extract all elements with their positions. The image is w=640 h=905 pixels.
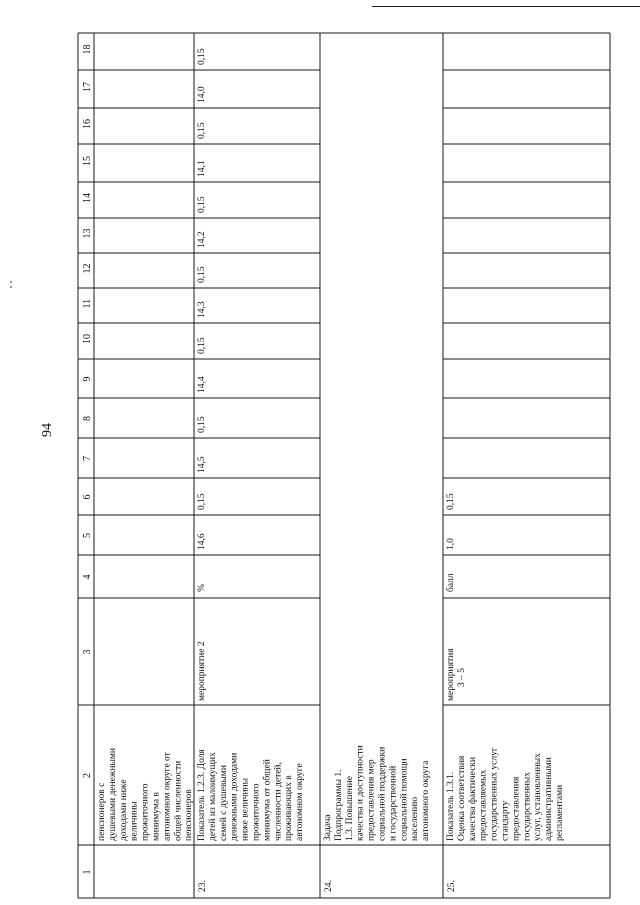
row-value: 0,15 [197, 266, 207, 283]
column-header-12: 12 [82, 263, 93, 274]
row-name-line: душевыми денежными [107, 748, 118, 841]
row-name-line: Показатель 1.3.1. [446, 771, 456, 841]
row-name-line: качества фактически [467, 756, 478, 841]
row-name-line: и государственной [388, 765, 399, 841]
row-value: 14,5 [197, 456, 207, 473]
row-name-line: прожиточного [251, 783, 262, 841]
row-name-line: Оценка соответствия [456, 755, 467, 841]
row-name-line: Задача [323, 814, 333, 841]
row-name-line: денежными доходами [229, 752, 240, 841]
column-header-8: 8 [82, 416, 93, 421]
row-name-line: стандарту [500, 800, 511, 841]
row-name-line: регламентами [555, 784, 565, 841]
row-name-line: минимума в [151, 792, 162, 841]
row-name-line: прожиточного [140, 783, 151, 841]
row-name-line: величины [129, 801, 140, 841]
row-name-line: предоставляемых [478, 769, 489, 841]
column-header-1: 1 [82, 869, 93, 875]
row-name-line: автономном округе от [162, 752, 173, 841]
row-name-line: доходами ниже [118, 779, 129, 841]
row-name-line: предоставления [511, 776, 522, 841]
row-name-line: предоставления мер [366, 759, 377, 841]
column-header-7: 7 [82, 456, 93, 461]
row-name-line: пенсионеров [184, 789, 195, 841]
row-unit: % [197, 584, 207, 592]
column-header-14: 14 [82, 193, 93, 203]
row-value: 0,15 [197, 337, 207, 354]
row-name-line: детей из малоимущих [207, 752, 218, 841]
row-value: 14,6 [197, 533, 207, 550]
column-header-5: 5 [82, 533, 93, 538]
row-value: 0,15 [197, 416, 207, 433]
row-number: 23. [198, 880, 208, 892]
row-event: 3 – 5 [456, 668, 467, 687]
row-name-line: социальной поддержки [377, 746, 388, 841]
row-value: 0,15 [197, 196, 207, 213]
row-value: 14,2 [197, 231, 207, 248]
row-name-line: семей с душевыми [218, 765, 229, 841]
row-name-line: проживающих в [284, 775, 295, 841]
row-name-line: населению [410, 796, 421, 841]
row-unit: балл [446, 573, 456, 592]
column-header-3: 3 [82, 649, 93, 655]
row-value: 0,15 [197, 122, 207, 139]
row-name-line: минимума от общей [262, 759, 273, 841]
row-name-line: пенсионеров с [97, 782, 107, 841]
row-value: 0,15 [197, 48, 207, 65]
column-header-10: 10 [82, 334, 93, 344]
row-number: 24. [324, 880, 334, 892]
row-value: 0,15 [197, 493, 207, 510]
column-header-15: 15 [82, 156, 93, 166]
row-name-line: численности детей, [273, 762, 284, 841]
row-name-line: автономном округе [295, 763, 306, 841]
column-header-6: 6 [82, 494, 93, 500]
column-header-9: 9 [82, 376, 93, 382]
row-value: 14,0 [197, 86, 207, 103]
row-value: 14,3 [197, 301, 207, 318]
row-name-line: услуг, установленных [533, 753, 544, 841]
row-name-line: социальной помощи [399, 758, 410, 841]
row-name-line: государственных услуг [489, 747, 500, 841]
row-value: 0,15 [446, 493, 456, 510]
row-name-line: государственных [522, 771, 533, 841]
row-value: 14,1 [197, 160, 207, 177]
column-header-4: 4 [82, 574, 93, 580]
row-name-line: качества и доступности [355, 745, 366, 841]
page-number: 94 [40, 423, 55, 437]
row-value: 14,4 [197, 376, 207, 393]
column-header-2: 2 [82, 773, 93, 778]
row-number: 25. [447, 880, 457, 892]
column-header-18: 18 [82, 44, 93, 55]
row-name-line: 1.3. Повышение [344, 775, 355, 841]
row-value: 1,0 [446, 538, 456, 550]
row-name-line: ниже величины [240, 778, 251, 841]
row-name-line: общей численности [173, 760, 184, 841]
row-name-line: административными [544, 757, 555, 841]
column-header-11: 11 [82, 298, 93, 309]
column-header-17: 17 [82, 82, 93, 92]
row-event: мероприятие 2 [197, 641, 207, 701]
row-name-line: автономного округа [421, 760, 432, 841]
row-name-line: Показатель 1.2.3. Доля [197, 749, 207, 841]
column-header-13: 13 [82, 228, 93, 239]
row-name-line: Подпрограммы 1. [333, 769, 344, 841]
column-header-16: 16 [82, 119, 93, 129]
row-event: мероприятия [446, 648, 456, 701]
